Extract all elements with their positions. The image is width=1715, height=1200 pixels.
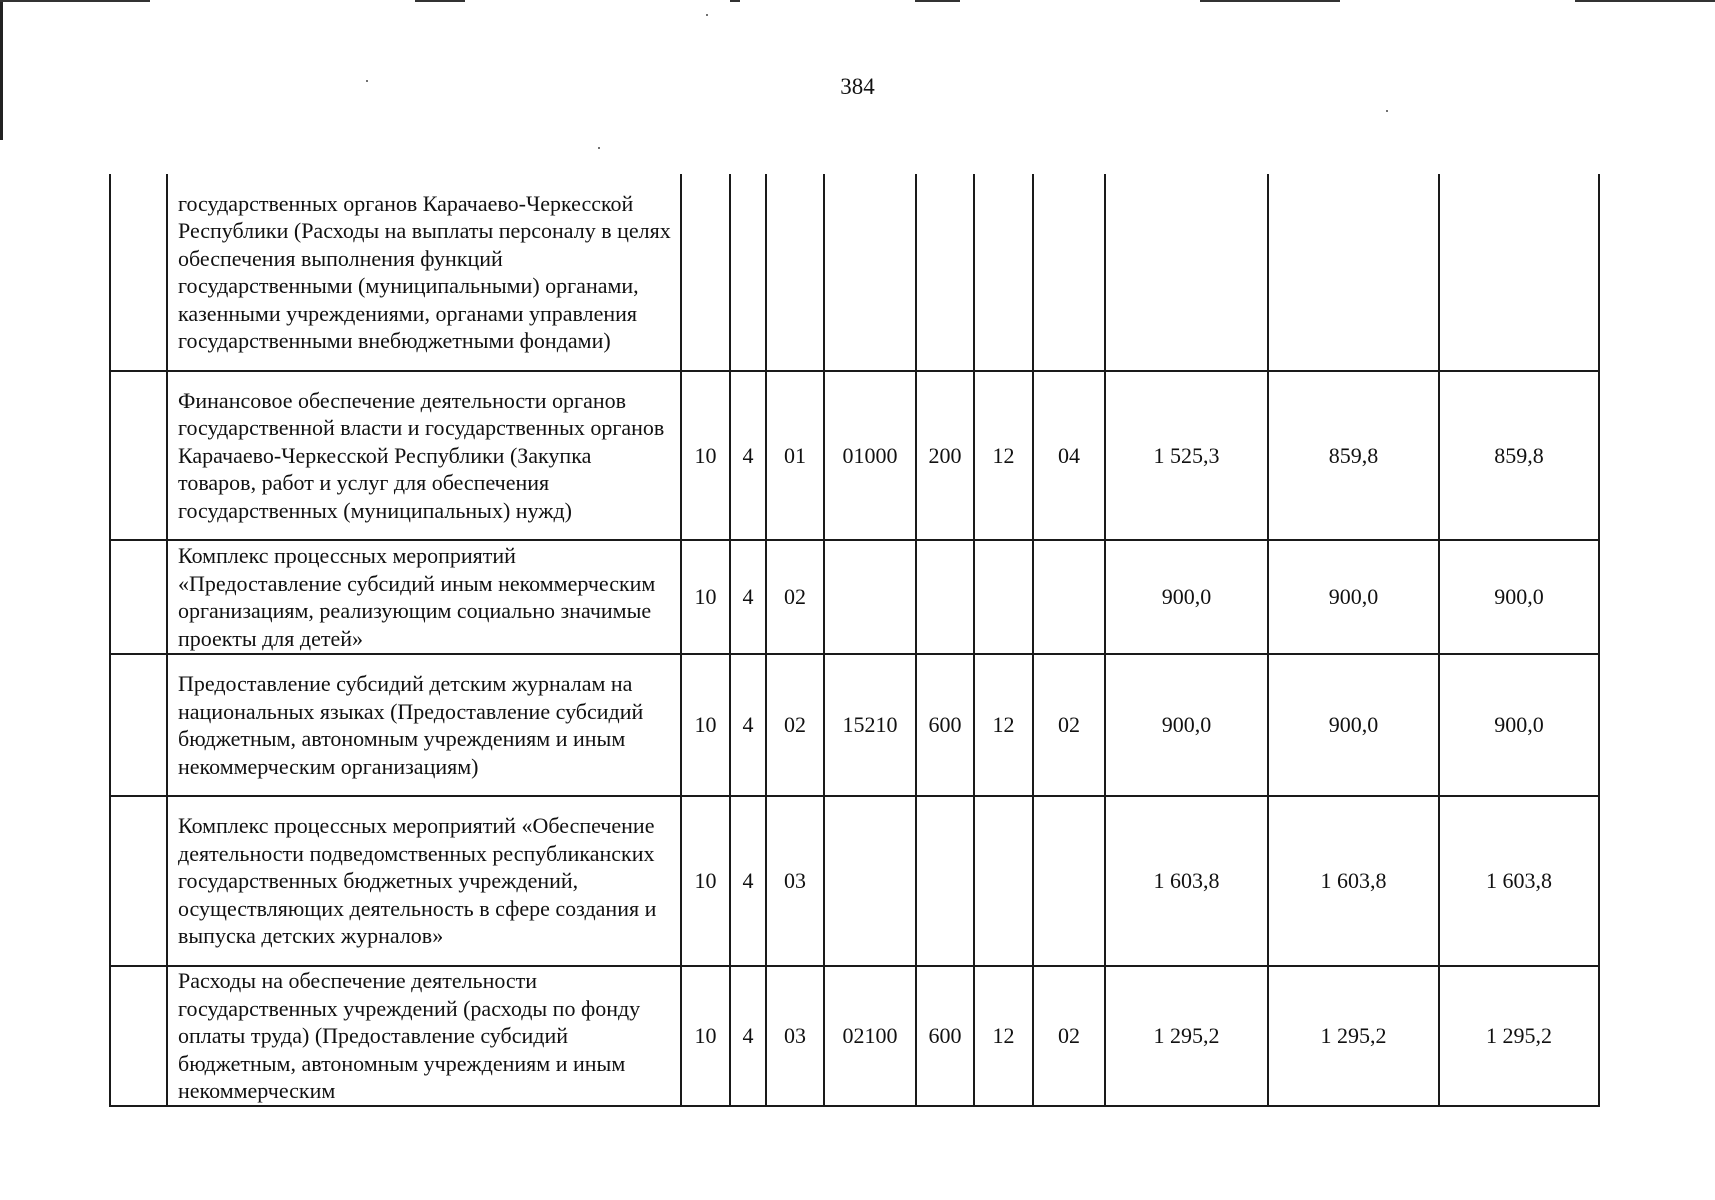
code-cell: [730, 174, 766, 371]
code-cell: [974, 796, 1033, 966]
description-cell: государственных органов Карачаево-Черкесской Республики (Расходы на выплаты персоналу в целях обеспечения выполнения функций государственными (муниципальными) органами, казенными учреждениями, органами управления государственными внебюджетными фондами): [167, 174, 681, 371]
code-cell: [824, 540, 916, 654]
amount-cell: 1 295,2: [1268, 966, 1439, 1106]
code-cell: 4: [730, 796, 766, 966]
table-row: [110, 174, 1599, 371]
amount-cell: 900,0: [1439, 540, 1599, 654]
row-number-cell: [110, 371, 167, 540]
scan-speck: [598, 147, 600, 149]
scan-speck: [1386, 110, 1388, 112]
code-cell: 02: [766, 540, 824, 654]
amount-cell: 900,0: [1268, 540, 1439, 654]
code-cell: [1033, 540, 1105, 654]
code-cell: 10: [681, 796, 730, 966]
code-cell: [766, 174, 824, 371]
amount-cell: 900,0: [1268, 654, 1439, 796]
code-cell: 03: [766, 966, 824, 1106]
description-cell: Финансовое обеспечение деятельности органов государственной власти и государственных органов Карачаево-Черкесской Республики (Закупка товаров, работ и услуг для обеспечения государственных (муниципальных) нужд): [167, 371, 681, 540]
code-cell: [1033, 796, 1105, 966]
budget-table: [109, 174, 1600, 1107]
code-cell: 01000: [824, 371, 916, 540]
amount-cell: [1439, 174, 1599, 371]
code-cell: 4: [730, 371, 766, 540]
code-cell: [974, 540, 1033, 654]
code-cell: 02: [1033, 654, 1105, 796]
code-cell: 04: [1033, 371, 1105, 540]
table-row: [110, 796, 1599, 966]
row-number-cell: [110, 540, 167, 654]
scan-top-mark: [415, 0, 465, 2]
code-cell: 12: [974, 966, 1033, 1106]
code-cell: 12: [974, 654, 1033, 796]
amount-cell: 1 295,2: [1105, 966, 1268, 1106]
code-cell: 02: [766, 654, 824, 796]
scan-top-mark: [1575, 0, 1715, 2]
description-cell: Комплекс процессных мероприятий «Обеспечение деятельности подведомственных республиканских государственных бюджетных учреждений, осуществляющих деятельность в сфере создания и выпуска детских журналов»: [167, 796, 681, 966]
amount-cell: [1105, 174, 1268, 371]
scan-top-mark: [915, 0, 960, 2]
row-number-cell: [110, 796, 167, 966]
code-cell: [824, 796, 916, 966]
code-cell: 4: [730, 654, 766, 796]
amount-cell: 859,8: [1268, 371, 1439, 540]
amount-cell: 1 603,8: [1268, 796, 1439, 966]
code-cell: 10: [681, 540, 730, 654]
scan-top-mark: [730, 0, 740, 2]
code-cell: [916, 796, 974, 966]
code-cell: 600: [916, 966, 974, 1106]
row-number-cell: [110, 174, 167, 371]
amount-cell: 900,0: [1105, 654, 1268, 796]
code-cell: 200: [916, 371, 974, 540]
table-row: [110, 371, 1599, 540]
code-cell: 02100: [824, 966, 916, 1106]
amount-cell: 1 603,8: [1439, 796, 1599, 966]
code-cell: [916, 540, 974, 654]
code-cell: 4: [730, 966, 766, 1106]
description-cell: Комплекс процессных мероприятий «Предоставление субсидий иным некоммерческим организациям, реализующим социально значимые проекты для детей»: [167, 540, 681, 654]
row-number-cell: [110, 966, 167, 1106]
scan-speck: [706, 14, 708, 16]
page-number: 384: [840, 74, 875, 99]
amount-cell: 1 603,8: [1105, 796, 1268, 966]
budget-table-container: [109, 174, 1598, 1107]
scan-top-mark: [0, 0, 150, 2]
amount-cell: 859,8: [1439, 371, 1599, 540]
code-cell: 4: [730, 540, 766, 654]
table-row: [110, 966, 1599, 1106]
amount-cell: 900,0: [1105, 540, 1268, 654]
code-cell: 600: [916, 654, 974, 796]
code-cell: 10: [681, 654, 730, 796]
code-cell: 15210: [824, 654, 916, 796]
amount-cell: 1 295,2: [1439, 966, 1599, 1106]
amount-cell: 1 525,3: [1105, 371, 1268, 540]
code-cell: 02: [1033, 966, 1105, 1106]
code-cell: [974, 174, 1033, 371]
row-number-cell: [110, 654, 167, 796]
code-cell: [916, 174, 974, 371]
amount-cell: 900,0: [1439, 654, 1599, 796]
amount-cell: [1268, 174, 1439, 371]
scan-top-mark: [1200, 0, 1340, 2]
scan-left-edge: [0, 0, 3, 140]
table-row: [110, 654, 1599, 796]
description-cell: Расходы на обеспечение деятельности государственных учреждений (расходы по фонду оплаты труда) (Предоставление субсидий бюджетным, автономным учреждениям и иным некоммерческим: [167, 966, 681, 1106]
code-cell: [681, 174, 730, 371]
code-cell: 12: [974, 371, 1033, 540]
code-cell: 01: [766, 371, 824, 540]
code-cell: 10: [681, 966, 730, 1106]
table-row: [110, 540, 1599, 654]
code-cell: [824, 174, 916, 371]
description-cell: Предоставление субсидий детским журналам на национальных языках (Предоставление субсидий бюджетным, автономным учреждениям и иным некоммерческим организациям): [167, 654, 681, 796]
code-cell: [1033, 174, 1105, 371]
code-cell: 03: [766, 796, 824, 966]
code-cell: 10: [681, 371, 730, 540]
